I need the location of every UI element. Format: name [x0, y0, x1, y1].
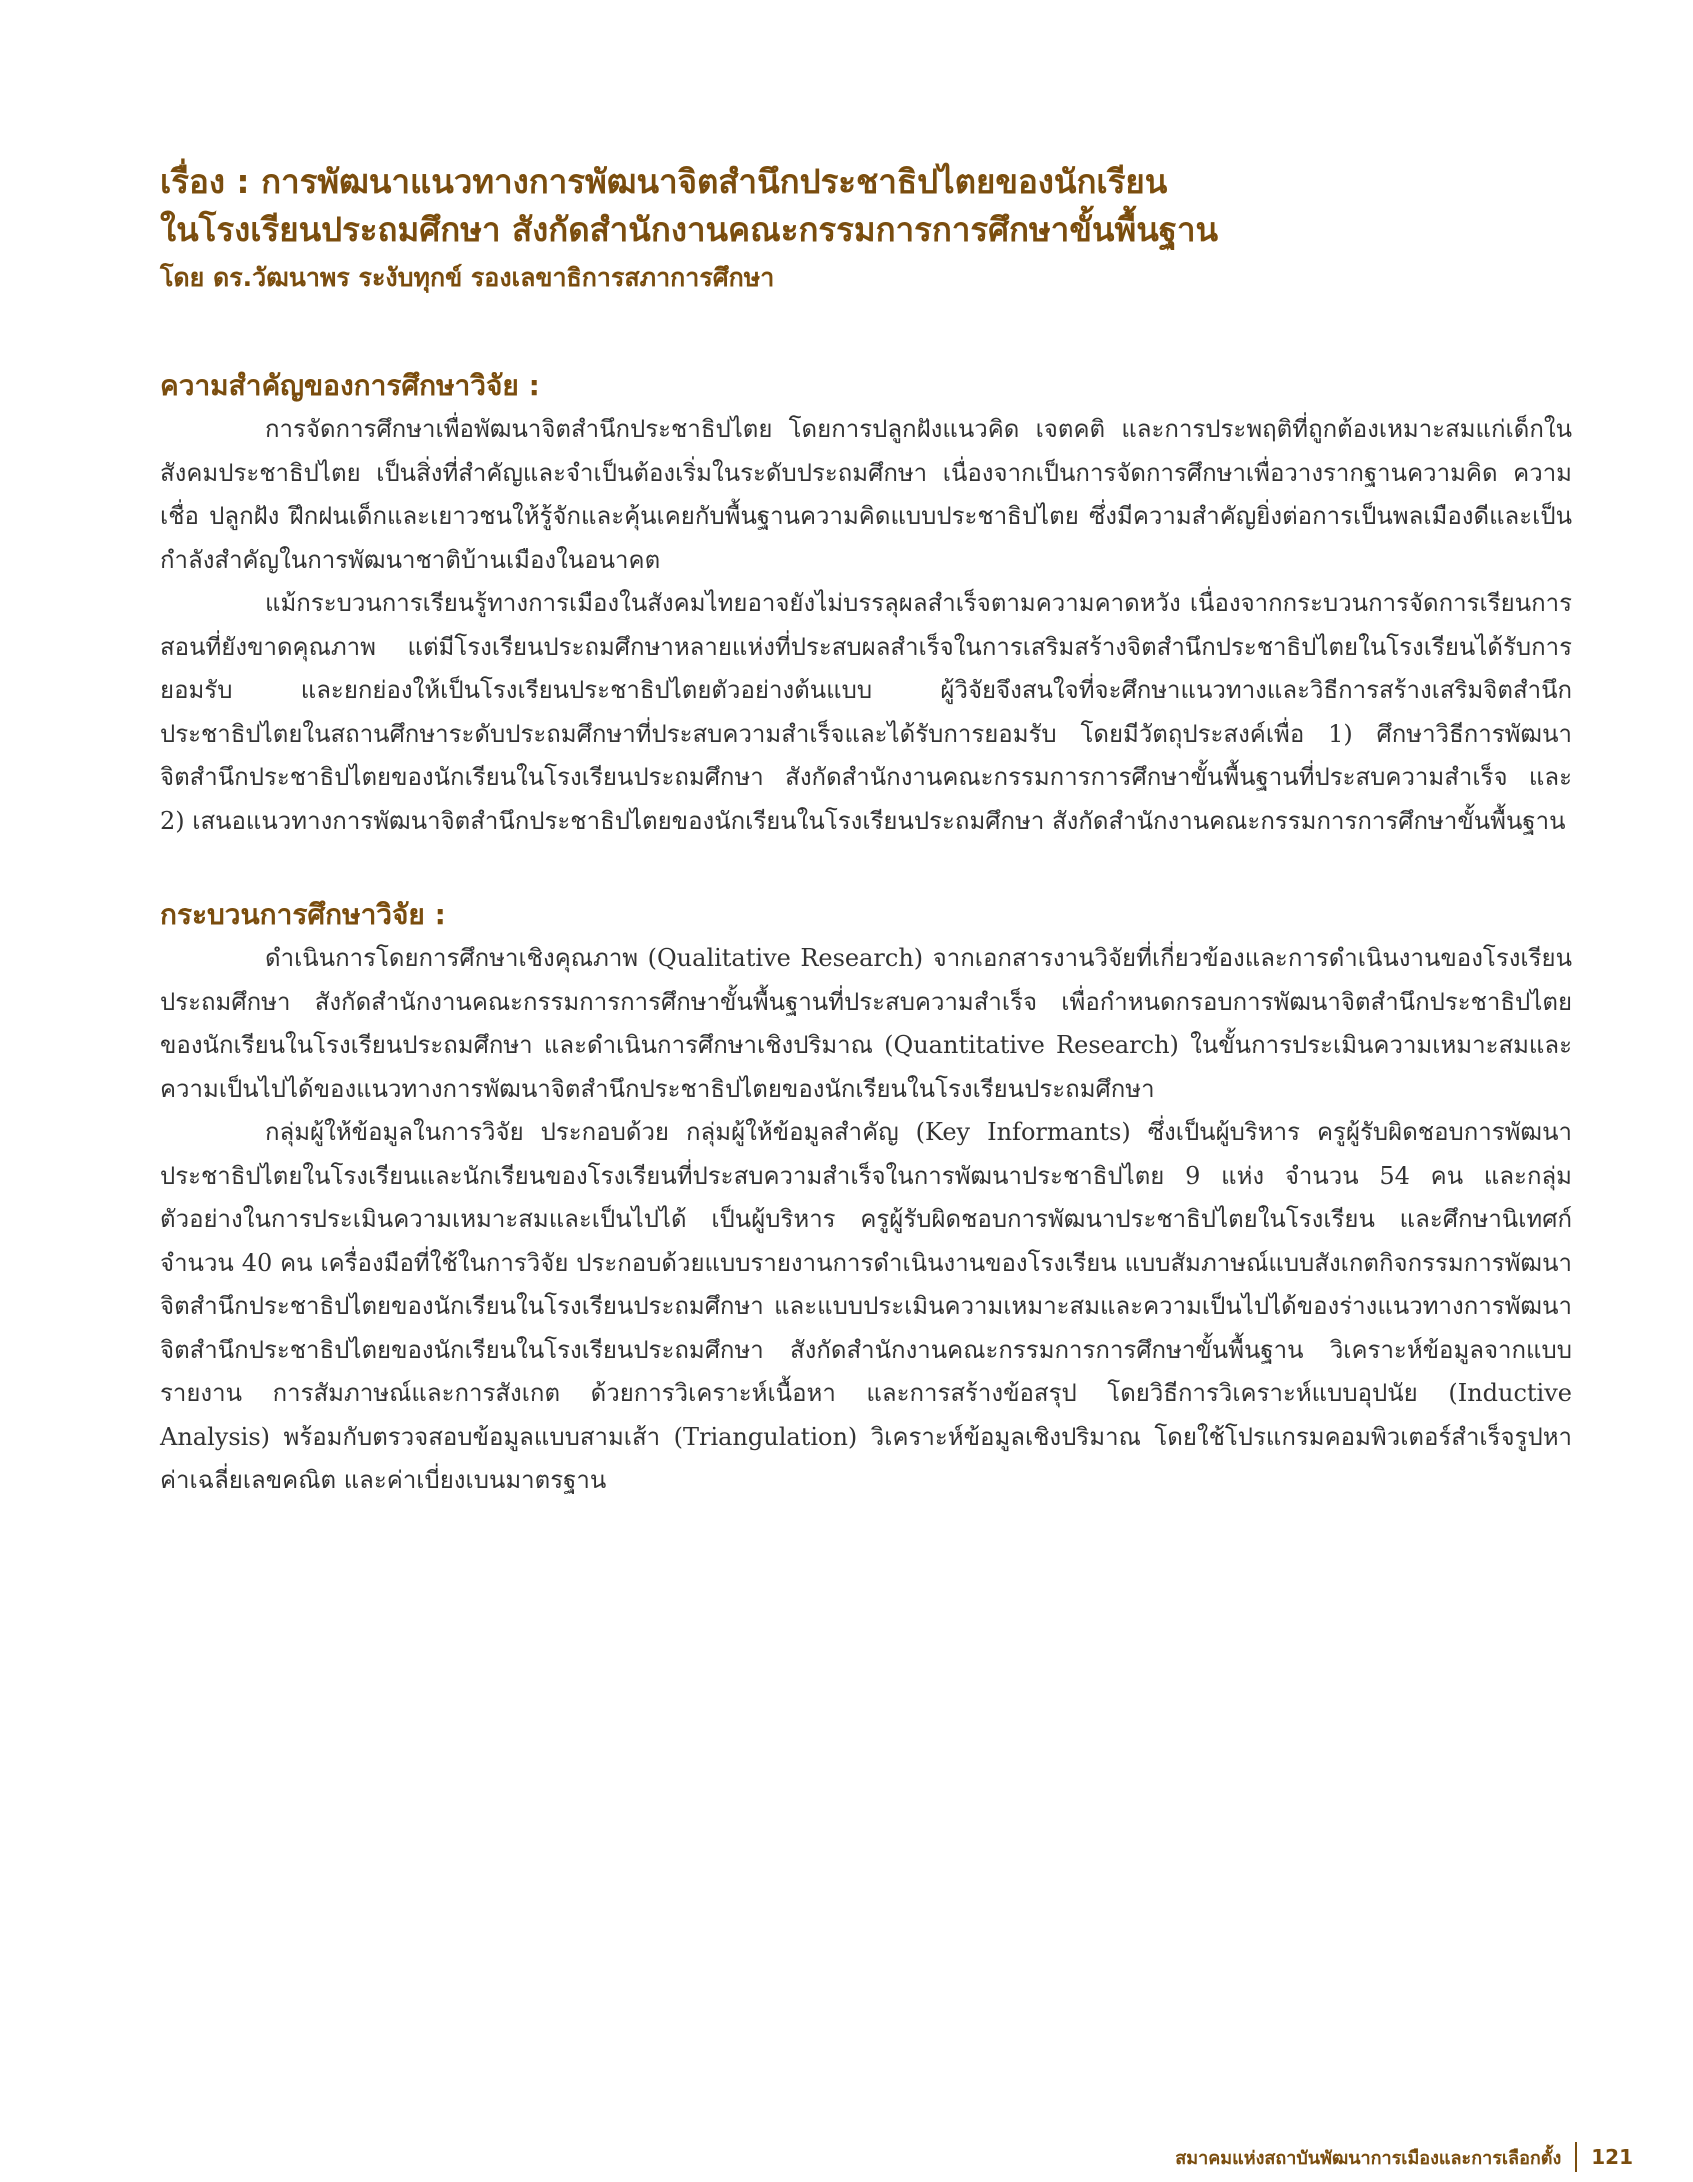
document-page	[160, 158, 1572, 1503]
process-paragraph-1: ดำเนินการโดยการศึกษาเชิงคุณภาพ (Qualitative Research) จากเอกสารงานวิจัยที่เกี่ยวข้องและการดำเนินงานของโรงเรียนประถมศึกษา สังกัดสำนักงานคณะกรรมการการศึกษาขั้นพื้นฐานที่ประสบความสำเร็จ เพื่อกำหนดกรอบการพัฒนาจิตสำนึกประชาธิปไตยของนักเรียนในโรงเรียนประถมศึกษา และดำเนินการศึกษาเชิงปริมาณ (Quantitative Research) ในขั้นการประเมินความเหมาะสมและความเป็นไปได้ของแนวทางการพัฒนาจิตสำนึกประชาธิปไตยของนักเรียนในโรงเรียนประถมศึกษา	[160, 944, 1572, 1103]
footer-divider	[1575, 2142, 1577, 2172]
document-title-line-1: เรื่อง : การพัฒนาแนวทางการพัฒนาจิตสำนึกประชาธิปไตยของนักเรียน	[160, 162, 1168, 201]
importance-paragraph-2: แม้กระบวนการเรียนรู้ทางการเมืองในสังคมไทยอาจยังไม่บรรลุผลสำเร็จตามความคาดหวัง เนื่องจากกระบวนการจัดการเรียนการสอนที่ยังขาดคุณภาพ แต่มีโรงเรียนประถมศึกษาหลายแห่งที่ประสบผลสำเร็จในการเสริมสร้างจิตสำนึกประชาธิปไตยในโรงเรียนได้รับการยอมรับ และยกย่องให้เป็นโรงเรียนประชาธิปไตยตัวอย่างต้นแบบ ผู้วิจัยจึงสนใจที่จะศึกษาแนวทางและวิธีการสร้างเสริมจิตสำนึกประชาธิปไตยในสถานศึกษาระดับประถมศึกษาที่ประสบความสำเร็จและได้รับการยอมรับ โดยมีวัตถุประสงค์เพื่อ 1) ศึกษาวิธีการพัฒนาจิตสำนึกประชาธิปไตยของนักเรียนในโรงเรียนประถมศึกษา สังกัดสำนักงานคณะกรรมการการศึกษาขั้นพื้นฐานที่ประสบความสำเร็จ และ 2) เสนอแนวทางการพัฒนาจิตสำนึกประชาธิปไตยของนักเรียนในโรงเรียนประถมศึกษา สังกัดสำนักงานคณะกรรมการการศึกษาขั้นพื้นฐาน	[160, 589, 1572, 835]
document-title-line-2: ในโรงเรียนประถมศึกษา สังกัดสำนักงานคณะกรรมการการศึกษาขั้นพื้นฐาน	[160, 210, 1219, 249]
section-heading-process: กระบวนการศึกษาวิจัย :	[160, 898, 446, 931]
process-paragraph-2: กลุ่มผู้ให้ข้อมูลในการวิจัย ประกอบด้วย กลุ่มผู้ให้ข้อมูลสำคัญ (Key Informants) ซึ่งเป็นผู้บริหาร ครูผู้รับผิดชอบการพัฒนาประชาธิปไตยในโรงเรียนและนักเรียนของโรงเรียนที่ประสบความสำเร็จในการพัฒนาประชาธิปไตย 9 แห่ง จำนวน 54 คน และกลุ่มตัวอย่างในการประเมินความเหมาะสมและเป็นไปได้ เป็นผู้บริหาร ครูผู้รับผิดชอบการพัฒนาประชาธิปไตยในโรงเรียน และศึกษานิเทศก์ จำนวน 40 คน เครื่องมือที่ใช้ในการวิจัย ประกอบด้วยแบบรายงานการดำเนินงานของโรงเรียน แบบสัมภาษณ์แบบสังเกตกิจกรรมการพัฒนาจิตสำนึกประชาธิปไตยของนักเรียนในโรงเรียนประถมศึกษา และแบบประเมินความเหมาะสมและความเป็นไปได้ของร่างแนวทางการพัฒนาจิตสำนึกประชาธิปไตยของนักเรียนในโรงเรียนประถมศึกษา สังกัดสำนักงานคณะกรรมการการศึกษาขั้นพื้นฐาน วิเคราะห์ข้อมูลจากแบบรายงาน การสัมภาษณ์และการสังเกต ด้วยการวิเคราะห์เนื้อหา และการสร้างข้อสรุป โดยวิธีการวิเคราะห์แบบอุปนัย (Inductive Analysis) พร้อมกับตรวจสอบข้อมูลแบบสามเส้า (Triangulation) วิเคราะห์ข้อมูลเชิงปริมาณ โดยใช้โปรแกรมคอมพิวเตอร์สำเร็จรูปหาค่าเฉลี่ยเลขคณิต และค่าเบี่ยงเบนมาตรฐาน	[160, 1118, 1572, 1494]
page-footer	[1175, 2140, 1633, 2174]
footer-organization: สมาคมแห่งสถาบันพัฒนาการเมืองและการเลือกตั้ง	[1175, 2147, 1562, 2169]
section-heading-importance: ความสำคัญของการศึกษาวิจัย :	[160, 369, 540, 402]
document-author: โดย ดร.วัฒนาพร ระงับทุกข์ รองเลขาธิการสภาการศึกษา	[160, 263, 775, 292]
page-number: 121	[1591, 2145, 1633, 2169]
importance-paragraph-1: การจัดการศึกษาเพื่อพัฒนาจิตสำนึกประชาธิปไตย โดยการปลูกฝังแนวคิด เจตคติ และการประพฤติที่ถูกต้องเหมาะสมแก่เด็กในสังคมประชาธิปไตย เป็นสิ่งที่สำคัญและจำเป็นต้องเริ่มในระดับประถมศึกษา เนื่องจากเป็นการจัดการศึกษาเพื่อวางรากฐานความคิด ความเชื่อ ปลูกฝัง ฝึกฝนเด็กและเยาวชนให้รู้จักและคุ้นเคยกับพื้นฐานความคิดแบบประชาธิปไตย ซึ่งมีความสำคัญยิ่งต่อการเป็นพลเมืองดีและเป็นกำลังสำคัญในการพัฒนาชาติบ้านเมืองในอนาคต	[160, 415, 1572, 574]
